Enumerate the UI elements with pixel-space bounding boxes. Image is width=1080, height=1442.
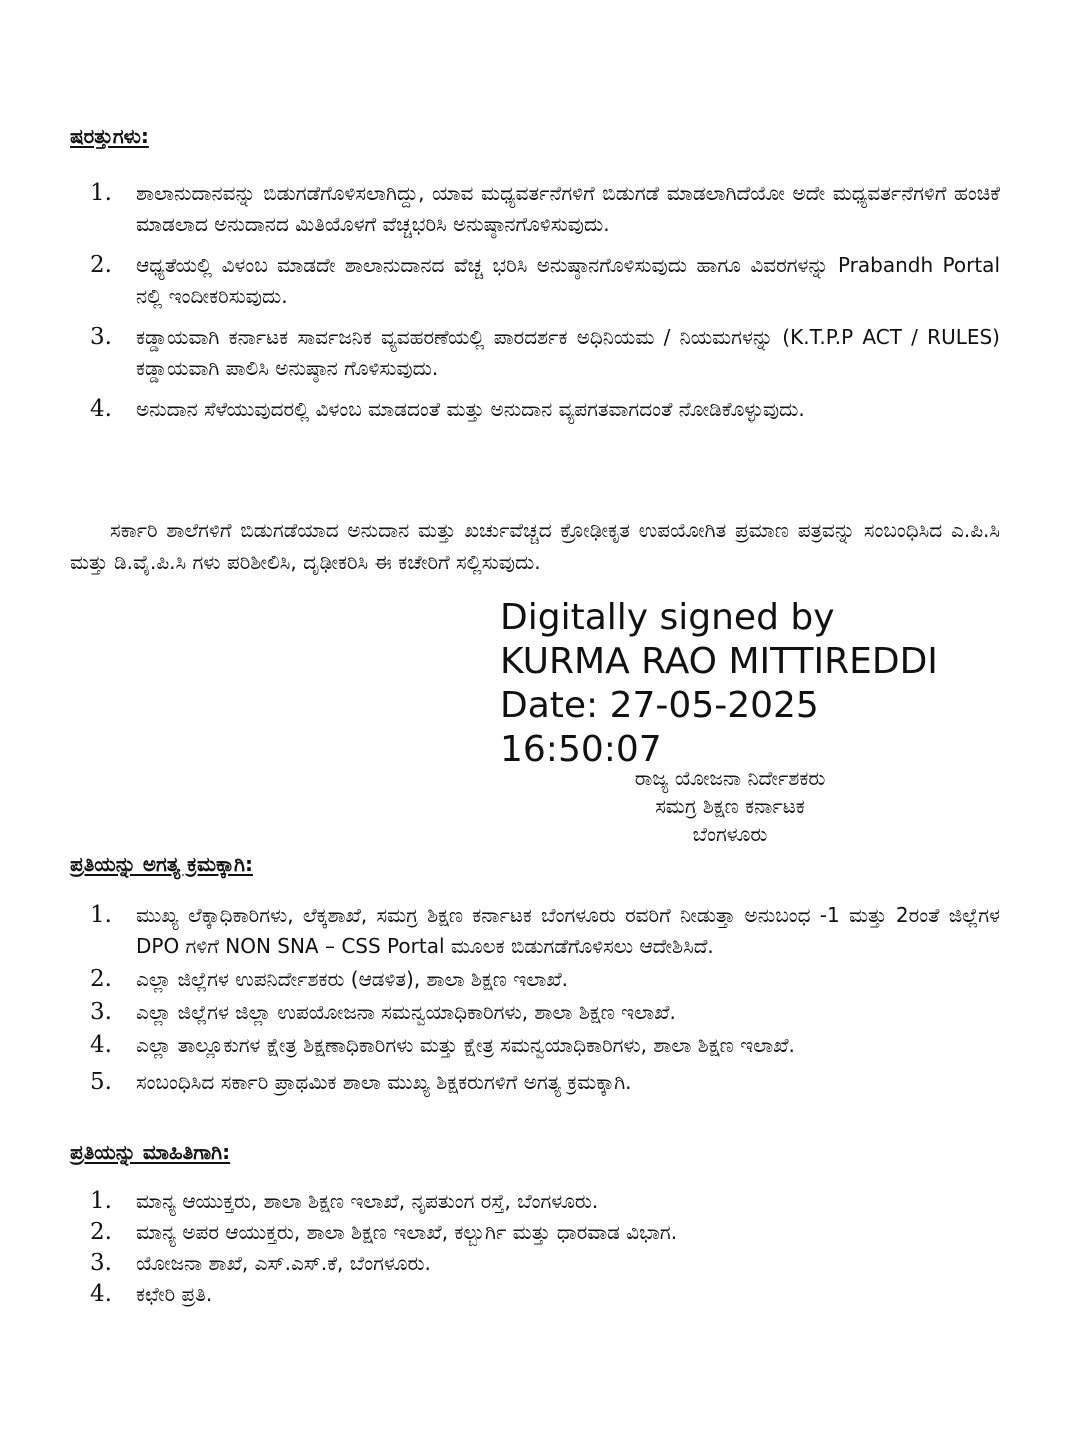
item-text: ಎಲ್ಲಾ ತಾಲ್ಲೂಕುಗಳ ಕ್ಷೇತ್ರ ಶಿಕ್ಷಣಾಧಿಕಾರಿಗಳು ಮತ್ತು ಕ್ಷೇತ್ರ ಸಮನ್ವಯಾಧಿಕಾರಿಗಳು, ಶಾಲಾ ಶಿಕ್ಷಣ ಇಲಾಖೆ.: [136, 1033, 795, 1057]
copy-info-heading: ಪ್ರತಿಯನ್ನು ಮಾಹಿತಿಗಾಗಿ:: [70, 1140, 231, 1164]
designation-block: [560, 764, 900, 848]
list-item: [90, 1067, 1000, 1098]
digital-signature: [500, 596, 1060, 772]
list-item: [90, 250, 1000, 312]
item-text: ಎಲ್ಲಾ ಜಿಲ್ಲೆಗಳ ಜಿಲ್ಲಾ ಉಪಯೋಜನಾ ಸಮನ್ವಯಾಧಿಕಾರಿಗಳು, ಶಾಲಾ ಶಿಕ್ಷಣ ಇಲಾಖೆ.: [136, 1000, 676, 1024]
item-number: 2.: [90, 252, 112, 278]
item-number: 1.: [90, 1188, 112, 1214]
list-item: [90, 394, 1000, 425]
item-text: ಸಂಬಂಧಿಸಿದ ಸರ್ಕಾರಿ ಪ್ರಾಥಮಿಕ ಶಾಲಾ ಮುಖ್ಯ ಶಿಕ್ಷಕರುಗಳಿಗೆ ಅಗತ್ಯ ಕ್ರಮಕ್ಕಾಗಿ.: [136, 1070, 632, 1094]
copy-info-list: [90, 1186, 1000, 1310]
item-number: 3.: [90, 999, 112, 1025]
list-item: [90, 1030, 1000, 1061]
item-text: ಎಲ್ಲಾ ಜಿಲ್ಲೆಗಳ ಉಪನಿರ್ದೇಶಕರು (ಆಡಳಿತ), ಶಾಲಾ ಶಿಕ್ಷಣ ಇಲಾಖೆ.: [136, 967, 569, 991]
conditions-heading: ಷರತ್ತುಗಳು:: [70, 124, 149, 148]
item-number: 3.: [90, 324, 112, 350]
item-number: 1.: [90, 902, 112, 928]
list-item: [90, 1248, 1000, 1279]
item-number: 3.: [90, 1250, 112, 1276]
copy-action-list: [90, 900, 1000, 1098]
signature-line: Digitally signed by: [500, 597, 835, 638]
list-item: [90, 997, 1000, 1028]
designation-organization: ಸಮಗ್ರ ಶಿಕ್ಷಣ ಕರ್ನಾಟಕ: [655, 794, 805, 818]
list-item: [90, 1279, 1000, 1310]
item-text: ಆಧ್ಯತೆಯಲ್ಲಿ ವಿಳಂಬ ಮಾಡದೇ ಶಾಲಾನುದಾನದ ವೆಚ್ಚ ಭರಿಸಿ ಅನುಷ್ಠಾನಗೊಳಿಸುವುದು ಹಾಗೂ ವಿವರಗಳನ್ನು Prabandh Portal ನಲ್ಲಿ ಇಂದೀಕರಿಸುವುದು.: [136, 253, 1000, 308]
item-text: ಶಾಲಾನುದಾನವನ್ನು ಬಿಡುಗಡೆಗೊಳಿಸಲಾಗಿದ್ದು, ಯಾವ ಮಧ್ಯವರ್ತನೆಗಳಿಗೆ ಬಿಡುಗಡೆ ಮಾಡಲಾಗಿದೆಯೋ ಅದೇ ಮಧ್ಯವರ್ತನೆಗಳಿಗೆ ಹಂಚಿಕೆ ಮಾಡಲಾದ ಅನುದಾನದ ಮಿತಿಯೊಳಗೆ ವೆಚ್ಚಭರಿಸಿ ಅನುಷ್ಠಾನಗೊಳಿಸುವುದು.: [136, 181, 1000, 236]
item-number: 1.: [90, 180, 112, 206]
item-text: ಕಛೇರಿ ಪ್ರತಿ.: [136, 1282, 213, 1306]
submission-paragraph: ಸರ್ಕಾರಿ ಶಾಲೆಗಳಿಗೆ ಬಿಡುಗಡೆಯಾದ ಅನುದಾನ ಮತ್ತು ಖರ್ಚುವೆಚ್ಚದ ಕ್ರೋಢೀಕೃತ ಉಪಯೋಗಿತ ಪ್ರಮಾಣ ಪತ್ರವನ್ನು ಸಂಬಂಧಿಸಿದ ಎ.ಪಿ.ಸಿ ಮತ್ತು ಡಿ.ವೈ.ಪಿ.ಸಿ ಗಳು ಪರಿಶೀಲಿಸಿ, ದೃಢೀಕರಿಸಿ ಈ ಕಚೇರಿಗೆ ಸಲ್ಲಿಸುವುದು.: [70, 518, 1000, 574]
list-item: [90, 1217, 1000, 1248]
item-text: ಕಡ್ಡಾಯವಾಗಿ ಕರ್ನಾಟಕ ಸಾರ್ವಜನಿಕ ವ್ಯವಹರಣೆಯಲ್ಲಿ ಪಾರದರ್ಶಕ ಅಧಿನಿಯಮ / ನಿಯಮಗಳನ್ನು (K.T.P.P ACT / RULES) ಕಡ್ಡಾಯವಾಗಿ ಪಾಲಿಸಿ ಅನುಷ್ಠಾನ ಗೊಳಿಸುವುದು.: [136, 325, 1000, 380]
list-item: [90, 322, 1000, 384]
signature-time: 16:50:07: [500, 729, 662, 770]
item-number: 4.: [90, 1281, 112, 1307]
list-item: [90, 964, 1000, 995]
item-number: 5.: [90, 1069, 112, 1095]
list-item: [90, 178, 1000, 240]
list-item: [90, 900, 1000, 962]
item-text: ಮುಖ್ಯ ಲೆಕ್ಕಾಧಿಕಾರಿಗಳು, ಲೆಕ್ಕಶಾಖೆ, ಸಮಗ್ರ ಶಿಕ್ಷಣ ಕರ್ನಾಟಕ ಬೆಂಗಳೂರು ರವರಿಗೆ ನೀಡುತ್ತಾ ಅನುಬಂಧ -1 ಮತ್ತು 2ರಂತೆ ಜಿಲ್ಲೆಗಳ DPO ಗಳಿಗೆ NON SNA – CSS Portal ಮೂಲಕ ಬಿಡುಗಡೆಗೊಳಿಸಲು ಆದೇಶಿಸಿದೆ.: [136, 903, 1000, 958]
item-number: 2.: [90, 1219, 112, 1245]
signer-name: KURMA RAO MITTIREDDI: [500, 641, 938, 682]
item-text: ಮಾನ್ಯ ಆಯುಕ್ತರು, ಶಾಲಾ ಶಿಕ್ಷಣ ಇಲಾಖೆ, ನೃಪತುಂಗ ರಸ್ತೆ, ಬೆಂಗಳೂರು.: [136, 1189, 599, 1213]
designation-city: ಬೆಂಗಳೂರು: [692, 822, 768, 846]
item-number: 4.: [90, 396, 112, 422]
item-text: ಮಾನ್ಯ ಅಪರ ಆಯುಕ್ತರು, ಶಾಲಾ ಶಿಕ್ಷಣ ಇಲಾಖೆ, ಕಲ್ಬುರ್ಗಿ ಮತ್ತು ಧಾರವಾಡ ವಿಭಾಗ.: [136, 1220, 678, 1244]
item-number: 2.: [90, 966, 112, 992]
item-number: 4.: [90, 1032, 112, 1058]
copy-action-heading: ಪ್ರತಿಯನ್ನು ಅಗತ್ಯ ಕ್ರಮಕ್ಕಾಗಿ:: [70, 852, 253, 876]
conditions-list: [90, 178, 1000, 425]
designation-title: ರಾಜ್ಯ ಯೋಜನಾ ನಿರ್ದೇಶಕರು: [634, 766, 826, 790]
item-text: ಅನುದಾನ ಸೆಳೆಯುವುದರಲ್ಲಿ ವಿಳಂಬ ಮಾಡದಂತೆ ಮತ್ತು ಅನುದಾನ ವ್ಯಪಗತವಾಗದಂತೆ ನೋಡಿಕೊಳ್ಳುವುದು.: [136, 397, 805, 421]
signature-date: Date: 27-05-2025: [500, 685, 819, 726]
list-item: [90, 1186, 1000, 1217]
item-text: ಯೋಜನಾ ಶಾಖೆ, ಎಸ್.ಎಸ್.ಕೆ, ಬೆಂಗಳೂರು.: [136, 1251, 431, 1275]
